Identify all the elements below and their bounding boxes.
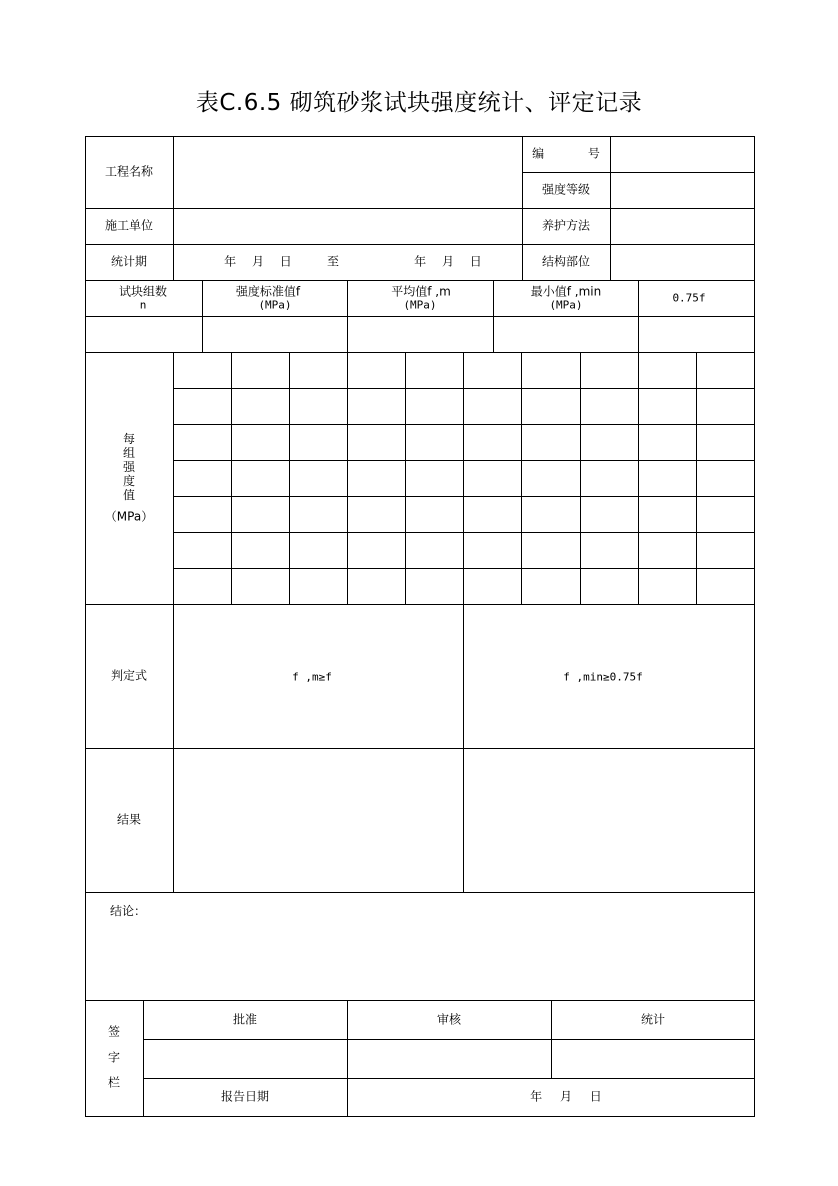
std-value-field[interactable] bbox=[203, 317, 347, 352]
report-date-label: 报告日期 bbox=[220, 1089, 270, 1104]
structure-part-label: 结构部位 bbox=[541, 254, 591, 269]
project-name-field[interactable] bbox=[174, 137, 522, 208]
statistics-label: 统计 bbox=[640, 1012, 666, 1027]
min-value-field[interactable] bbox=[494, 317, 638, 352]
mean-value-label: 平均值f ,m bbox=[391, 284, 451, 299]
page-title: 表C.6.5 砌筑砂浆试块强度统计、评定记录 bbox=[195, 90, 643, 116]
strength-grade-field[interactable] bbox=[611, 173, 754, 208]
review-signature-field[interactable] bbox=[348, 1040, 551, 1078]
factor-value-field[interactable] bbox=[639, 317, 754, 352]
number-field[interactable] bbox=[611, 137, 754, 172]
group-strength-char: 值 bbox=[123, 488, 136, 502]
review-label: 审核 bbox=[436, 1012, 462, 1027]
mean-value-field[interactable] bbox=[348, 317, 493, 352]
statistics-signature-field[interactable] bbox=[552, 1040, 754, 1078]
group-strength-char: 每 bbox=[123, 432, 136, 446]
approve-signature-field[interactable] bbox=[144, 1040, 347, 1078]
curing-method-field[interactable] bbox=[611, 209, 754, 244]
period-start-date[interactable]: 年 月 日 bbox=[224, 254, 292, 269]
group-strength-char: 度 bbox=[123, 474, 136, 488]
strength-grade-label: 强度等级 bbox=[541, 182, 591, 197]
conclusion-label: 结论： bbox=[110, 904, 147, 918]
curing-method-label: 养护方法 bbox=[541, 218, 591, 233]
stat-period-label: 统计期 bbox=[110, 254, 148, 269]
min-value-unit: (MPa) bbox=[549, 298, 583, 312]
group-strength-char: 强 bbox=[123, 460, 136, 474]
std-value-unit: (MPa) bbox=[258, 298, 292, 312]
signature-label-char: 栏 bbox=[107, 1075, 121, 1090]
result-field-mean[interactable] bbox=[174, 749, 463, 892]
number-label: 编 号 bbox=[532, 146, 620, 161]
factor-label: 0.75f bbox=[672, 291, 706, 305]
criteria-formula-mean: f ,m≥f bbox=[292, 670, 332, 684]
criteria-label: 判定式 bbox=[110, 668, 148, 683]
signature-label-char: 签 bbox=[107, 1024, 121, 1039]
min-value-label: 最小值f ,min bbox=[530, 284, 602, 299]
conclusion-field[interactable] bbox=[86, 925, 754, 1000]
signature-label-char: 字 bbox=[107, 1050, 121, 1065]
result-label: 结果 bbox=[116, 812, 142, 827]
report-date-value[interactable]: 年 月 日 bbox=[530, 1089, 602, 1104]
period-to-label: 至 bbox=[326, 254, 340, 269]
group-strength-unit: （MPa） bbox=[104, 509, 154, 524]
criteria-formula-min: f ,min≥0.75f bbox=[563, 670, 643, 684]
group-count-field[interactable] bbox=[86, 317, 202, 352]
std-value-label: 强度标准值f bbox=[235, 284, 301, 299]
period-end-date[interactable]: 年 月 日 bbox=[414, 254, 482, 269]
group-strength-char: 组 bbox=[123, 446, 136, 460]
group-count-symbol: n bbox=[139, 298, 147, 312]
structure-part-field[interactable] bbox=[611, 245, 754, 280]
mean-value-unit: (MPa) bbox=[403, 298, 437, 312]
group-count-label: 试块组数 bbox=[118, 284, 168, 299]
approve-label: 批准 bbox=[232, 1012, 258, 1027]
project-name-label: 工程名称 bbox=[104, 164, 154, 179]
result-field-min[interactable] bbox=[464, 749, 754, 892]
group-strength-label bbox=[123, 432, 135, 502]
construction-unit-field[interactable] bbox=[174, 209, 522, 244]
construction-unit-label: 施工单位 bbox=[104, 218, 154, 233]
